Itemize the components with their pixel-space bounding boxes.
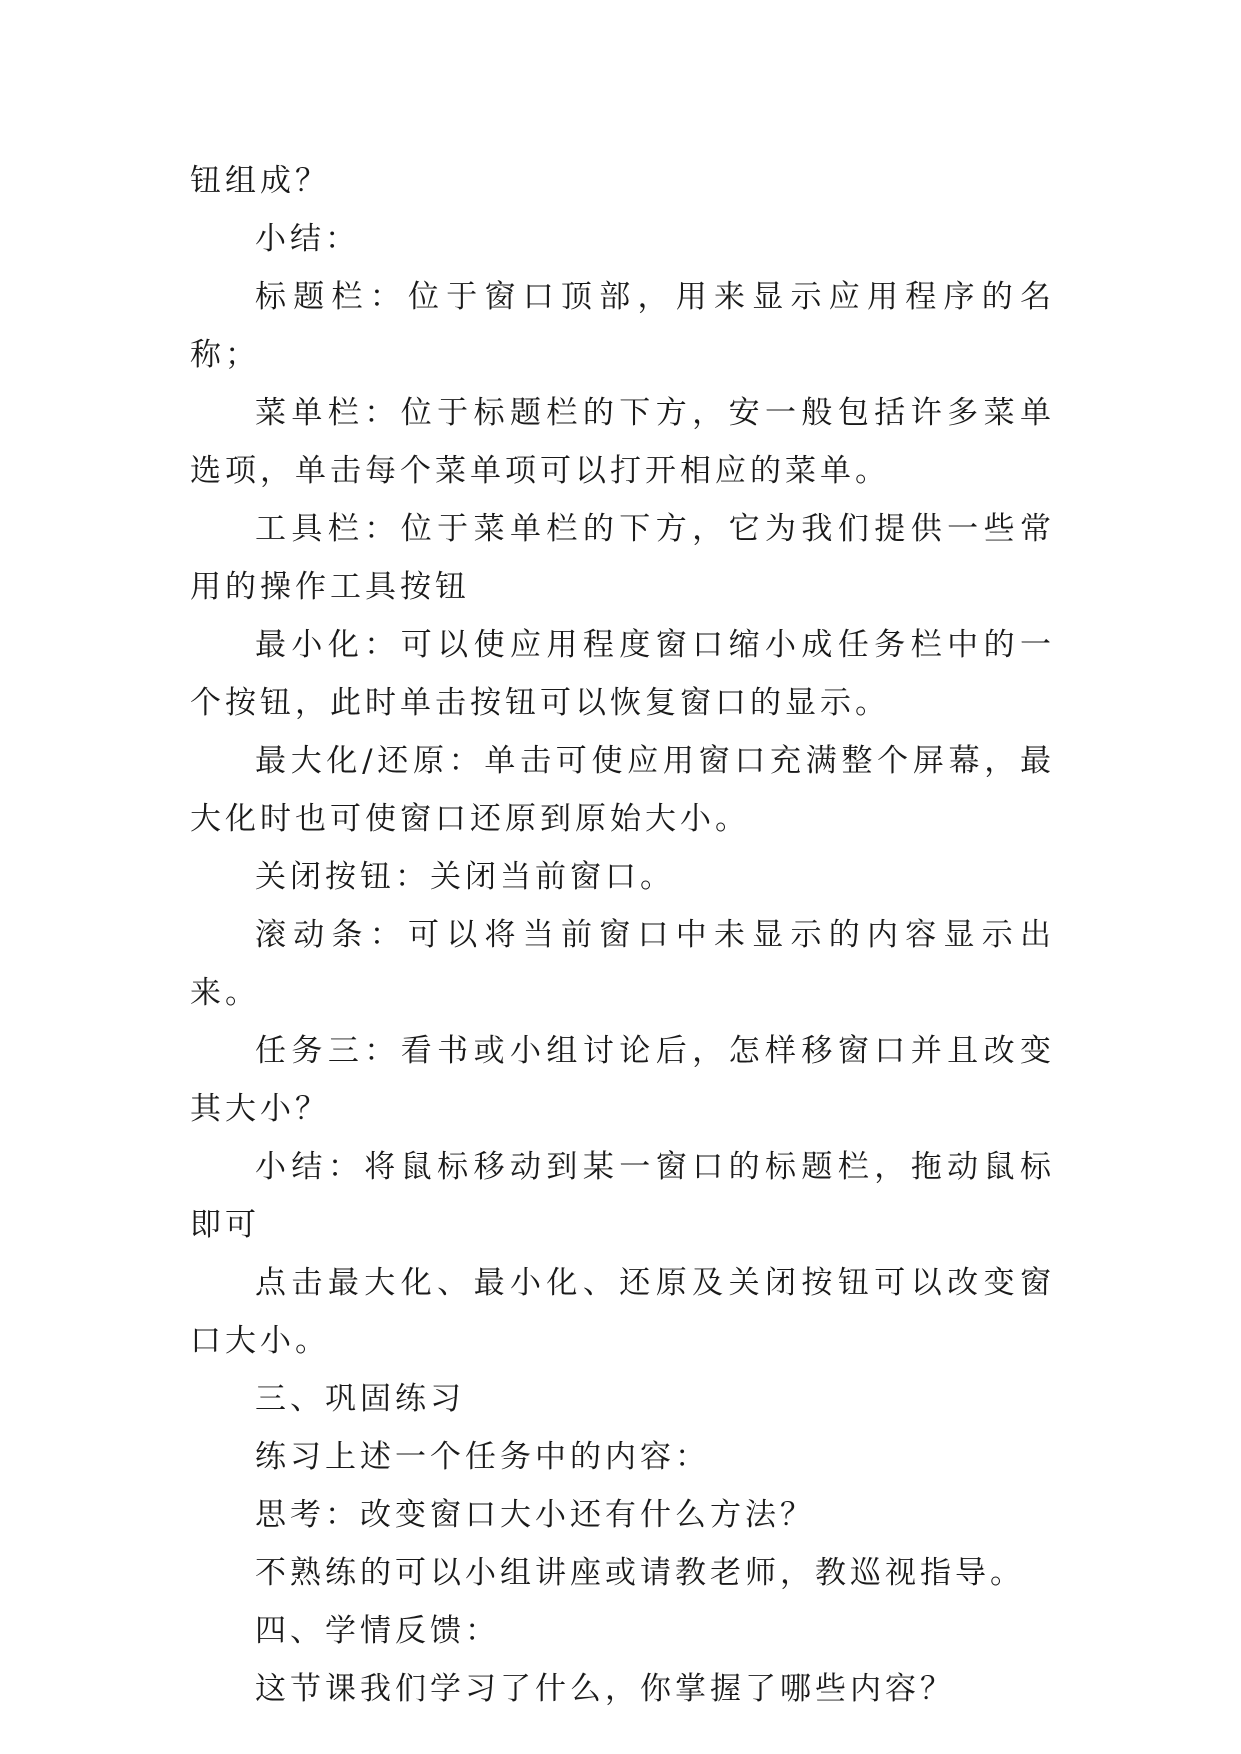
paragraph-think: 思考：改变窗口大小还有什么方法？ — [255, 1497, 815, 1533]
paragraph-practice: 练习上述一个任务中的内容： — [255, 1439, 710, 1475]
paragraph-guidance: 不熟练的可以小组讲座或请教老师，教巡视指导。 — [255, 1555, 1025, 1591]
document-body — [190, 152, 1055, 1718]
paragraph-task-three: 任务三：看书或小组讨论后，怎样移窗口并且改变其大小？ — [190, 1033, 1055, 1127]
paragraph-summary-drag: 小结：将鼠标移动到某一窗口的标题栏，拖动鼠标即可 — [190, 1149, 1055, 1243]
section-heading-feedback: 四、学情反馈： — [255, 1613, 500, 1649]
paragraph-maximize-restore: 最大化/还原：单击可使应用窗口充满整个屏幕，最大化时也可使窗口还原到原始大小。 — [190, 743, 1055, 837]
paragraph-close-button: 关闭按钮：关闭当前窗口。 — [255, 859, 675, 895]
paragraph-continuation: 钮组成？ — [190, 163, 330, 199]
paragraph-feedback-question: 这节课我们学习了什么，你掌握了哪些内容？ — [255, 1671, 955, 1707]
paragraph-summary-heading: 小结： — [255, 221, 360, 257]
paragraph-menu-bar: 菜单栏：位于标题栏的下方，安一般包括许多菜单选项，单击每个菜单项可以打开相应的菜单。 — [190, 395, 1055, 489]
paragraph-scrollbar: 滚动条：可以将当前窗口中未显示的内容显示出来。 — [190, 917, 1055, 1011]
paragraph-toolbar: 工具栏：位于菜单栏的下方，它为我们提供一些常用的操作工具按钮 — [190, 511, 1055, 605]
paragraph-title-bar: 标题栏：位于窗口顶部，用来显示应用程序的名称； — [190, 279, 1055, 373]
section-heading-practice: 三、巩固练习 — [255, 1381, 465, 1417]
paragraph-summary-buttons: 点击最大化、最小化、还原及关闭按钮可以改变窗口大小。 — [190, 1265, 1055, 1359]
paragraph-minimize: 最小化：可以使应用程度窗口缩小成任务栏中的一个按钮，此时单击按钮可以恢复窗口的显示。 — [190, 627, 1055, 721]
